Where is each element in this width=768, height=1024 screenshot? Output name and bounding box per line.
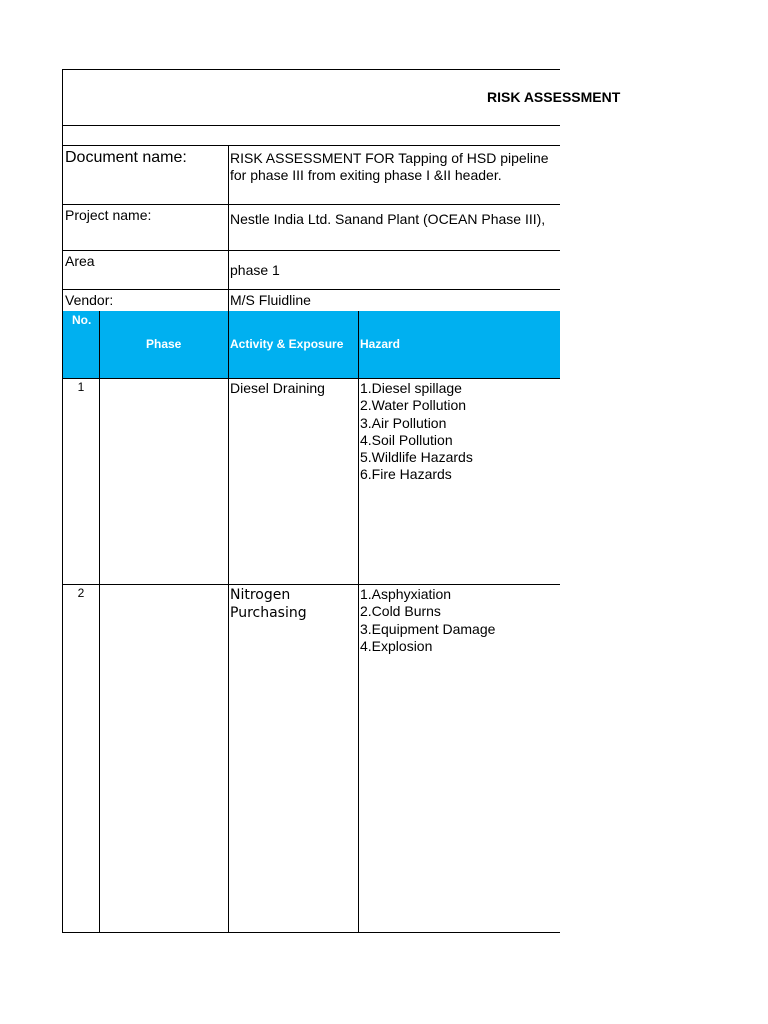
- border-line: [62, 584, 560, 585]
- vendor-value: M/S Fluidline: [230, 292, 311, 308]
- border-line: [62, 250, 560, 251]
- column-header-hazard: Hazard: [360, 337, 401, 351]
- border-line: [62, 69, 560, 70]
- document-title: RISK ASSESSMENT: [487, 89, 621, 105]
- hazard-item: 2.Water Pollution: [360, 397, 467, 414]
- border-line: [62, 289, 560, 290]
- area-label: Area: [65, 253, 95, 269]
- border-line: [62, 378, 560, 379]
- hazard-item: 1.Diesel spillage: [360, 380, 462, 396]
- border-line: [228, 311, 229, 933]
- border-line: [99, 311, 100, 933]
- document-name-value: RISK ASSESSMENT FOR Tapping of HSD pipeline for phase III from exiting phase I &II header.: [230, 150, 549, 183]
- column-header-no: No.: [72, 313, 92, 327]
- project-name-value: Nestle India Ltd. Sanand Plant (OCEAN Phase III),: [230, 211, 546, 227]
- border-line: [358, 311, 359, 933]
- border-line: [62, 125, 560, 126]
- border-line: [62, 204, 560, 205]
- hazard-item: 2.Cold Burns: [360, 603, 441, 620]
- document-name-label: Document name:: [65, 149, 187, 166]
- hazard-item: 1.Asphyxiation: [360, 586, 452, 602]
- border-line: [62, 932, 560, 933]
- column-header-activity: Activity & Exposure: [230, 337, 344, 351]
- hazard-list: [360, 586, 495, 655]
- hazard-item: 4.Soil Pollution: [360, 431, 453, 448]
- row-number: 1: [77, 380, 85, 394]
- hazard-item: 6.Fire Hazards: [360, 466, 452, 483]
- hazard-item: 5.Wildlife Hazards: [360, 449, 473, 466]
- project-name-label: Project name:: [65, 207, 152, 223]
- column-header-phase: Phase: [146, 337, 182, 351]
- activity-cell: Nitrogen Purchasing: [230, 587, 307, 621]
- activity-cell: Diesel Draining: [230, 380, 325, 396]
- area-value: phase 1: [230, 262, 280, 278]
- row-number: 2: [77, 586, 85, 600]
- hazard-list: [360, 380, 473, 484]
- border-line: [62, 69, 63, 933]
- border-line: [62, 145, 560, 146]
- hazard-item: 4.Explosion: [360, 637, 433, 654]
- hazard-item: 3.Air Pollution: [360, 414, 447, 431]
- vendor-label: Vendor:: [65, 292, 114, 308]
- border-line: [228, 145, 229, 311]
- hazard-item: 3.Equipment Damage: [360, 620, 496, 637]
